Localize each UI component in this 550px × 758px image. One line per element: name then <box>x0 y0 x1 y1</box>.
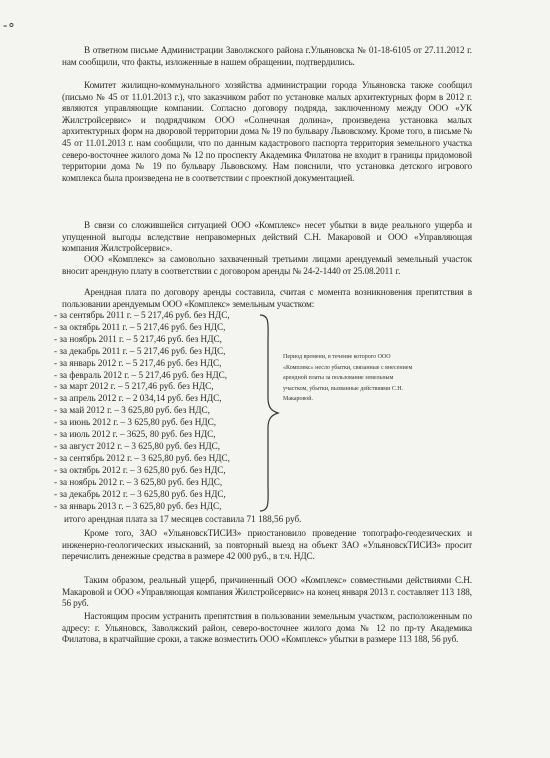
rent-line: - за январь 2013 г. – 3 625,80 руб. без НДС, <box>54 500 222 511</box>
paragraph-tisiz: Кроме того, ЗАО «УльяновскТИСИЗ» приостановило проведение топографо-геодезических и инженерно-геологических изысканий, за повторный выезд на объект ЗАО «УльяновскТИСИЗ» просит перечислить денежные средства в размере 42 000 руб., в т.ч. НДС. <box>62 528 472 562</box>
rent-line: - за сентябрь 2011 г. – 5 217,46 руб. без НДС, <box>54 310 230 320</box>
curly-brace <box>258 313 280 513</box>
rent-list <box>54 310 284 512</box>
rent-line: - за апрель 2012 г. – 2 034,14 руб. без НДС, <box>54 393 222 404</box>
rent-line: - за июнь 2012 г. – 3 625,80 руб. без НДС, <box>54 417 217 428</box>
rent-line: - за сентябрь 2012 г. – 3 625,80 руб. без НДС, <box>54 452 230 463</box>
paragraph-rent-intro: Арендная плата по договору аренды составила, считая с момента возникновения препятствия в пользовании арендуемым ООО «Комплекс» земельным участком: <box>62 287 472 309</box>
corner-mark: ‐∘ <box>3 17 16 32</box>
paragraph-losses: В связи со сложившейся ситуацией ООО «Комплекс» несет убытки в виде реального ущерба и упущенной выгоды вследствие неправомерных действий С.Н. Макаровой и ООО «Управляющая компания Жилстройсервис». <box>62 220 472 254</box>
rent-line: - за август 2012 г. – 3 625,80 руб. без НДС, <box>54 440 221 451</box>
paragraph-rent-contract: ООО «Комплекс» за самовольно захваченный третьими лицами арендуемый земельный участок вносит арендную плату в соответствии с договором аренды № 24-2-1440 от 25.08.2011 г. <box>62 254 472 276</box>
rent-line: - за ноябрь 2012 г. – 3 625,80 руб. без НДС, <box>54 476 223 487</box>
rent-line: - за ноябрь 2011 г. – 5 217,46 руб. без НДС, <box>54 333 222 344</box>
rent-line: - за март 2012 г. – 5 217,46 руб. без НДС, <box>54 381 214 392</box>
side-note: Период времени, в течение которого ООО «Комплекс» несло убытки, связанные с внесением арендной платы за пользование земельным участком, убытки, вызванные действиями С.Н. Макаровой. <box>283 354 413 403</box>
rent-line: - за декабрь 2012 г. – 3 625,80 руб. без НДС, <box>54 488 226 499</box>
rent-line: - за декабрь 2011 г. – 5 217,46 руб. без НДС, <box>54 345 226 356</box>
rent-line: - за октябрь 2011 г. – 5 217,46 руб. без НДС, <box>54 321 226 332</box>
rent-line: - за февраль 2012 г. – 5 217,46 руб. без НДС, <box>54 369 228 380</box>
rent-line: - за июль 2012 г. – 3625, 80 руб. без НДС, <box>54 429 216 440</box>
rent-line: - за май 2012 г. – 3 625,80 руб. без НДС, <box>54 405 210 416</box>
rent-line: - за октябрь 2012 г. – 3 625,80 руб. без НДС, <box>54 464 226 475</box>
paragraph-admin-reply: В ответном письме Администрации Заволжского района г.Ульяновска № 01-18-6105 от 27.11.2012 г. нам сообщили, что факты, изложенные в нашем обращении, подтвердились. <box>62 45 472 67</box>
paragraph-request: Настоящим просим устранить препятствия в пользовании земельным участком, расположенным по адресу: г. Ульяновск, Заволжский район, северо-восточнее жилого дома № 12 по пр-ту Академика Филатова, в кратчайшие сроки, а также возместить ООО «Комплекс» убытки в размере 113 188, 56 руб. <box>62 611 472 645</box>
rent-line: - за январь 2012 г. – 5 217,46 руб. без НДС, <box>54 357 222 368</box>
total-rent-line: итого арендная плата за 17 месяцев составила 71 188,56 руб. <box>64 514 302 524</box>
paragraph-committee-letter: Комитет жилищно-коммунального хозяйства администрации города Ульяновска также сообщил (письмо № 45 от 11.01.2013 г.), что заказчиком работ по установке малых архитектурных форм в 2012 г. являются управляющие компании. Согласно договору подряда, заключенному между ООО «УК Жилстройсервис» и подрядчиком ООО «Солнечная долина», произведена установка малых архитектурных форм на дворовой территории дома № 19 по бульвару Львовскому. Кроме того, в письме № 45 от 11.01.2013 г. нам сообщили, что по данным кадастрового паспорта территория земельного участка северо-восточнее жилого дома № 12 по проспекту Академика Филатова не входит в границы придомовой территории дома № 19 по бульвару Львовскому. Нам пояснили, что установка детского игрового комплекса была произведена не в соответствии с проектной документацией. <box>62 80 472 183</box>
paragraph-real-damage: Таким образом, реальный ущерб, причиненный ООО «Комплекс» совместными действиями С.Н. Макаровой и ООО «Управляющая компания Жилстройсервис» на конец января 2013 г. составляет 113 188, 56 руб. <box>62 575 472 609</box>
